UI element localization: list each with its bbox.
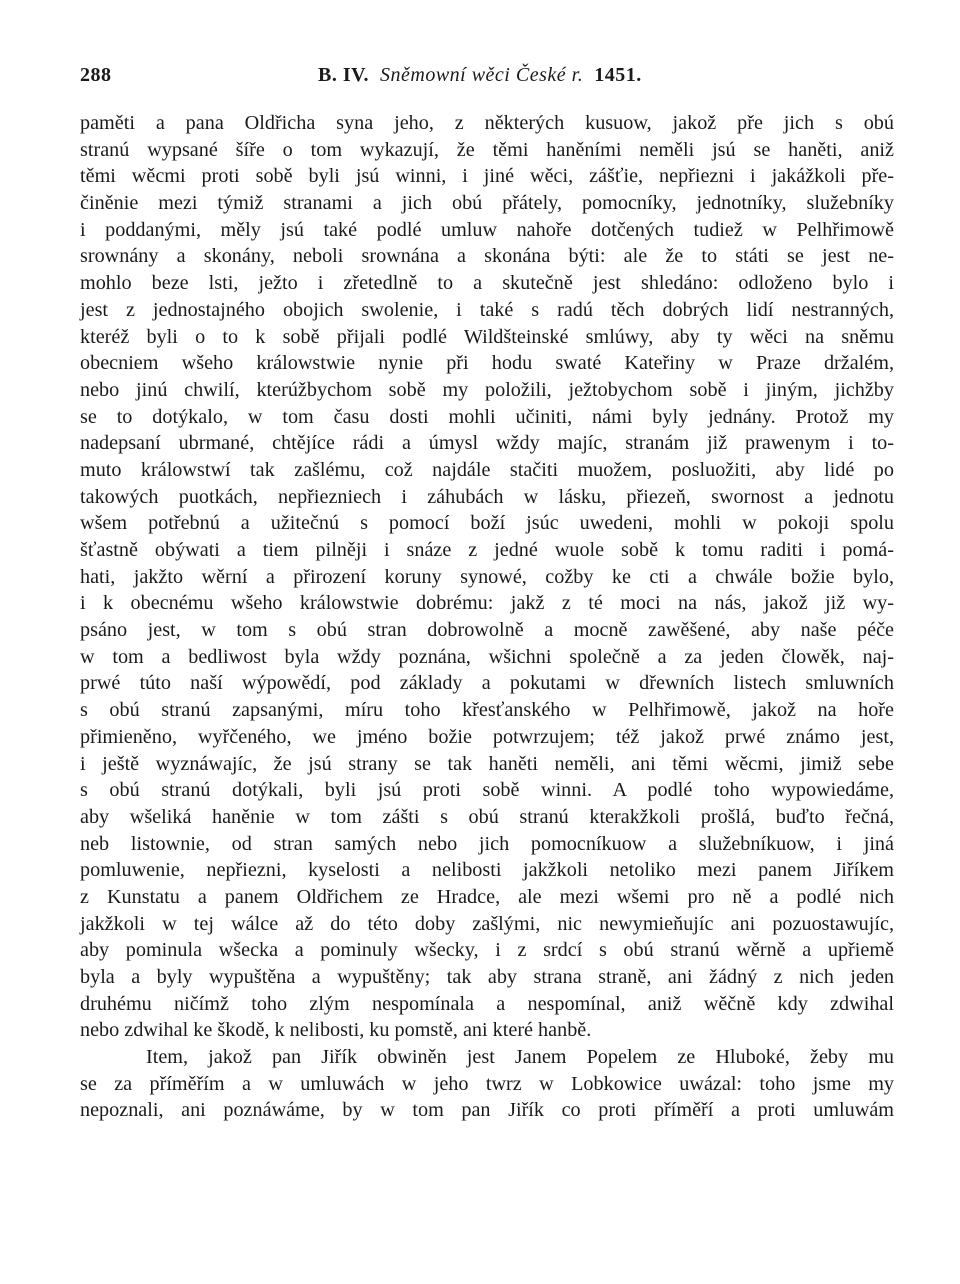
text-line: prwé túto naší wýpowědí, pod základy a pokutami w dřewních listech smluwních [80, 672, 894, 695]
text-line: mohlo beze lsti, ježto i zřetedlně to a skutečně jest shledáno: odloženo bylo i [80, 272, 894, 295]
text-line: s obú stranú dotýkali, byli jsú proti sobě winni. A podlé toho wypowiedáme, [80, 779, 894, 802]
text-line: nebo jinú chwilí, kterúžbychom sobě my položili, ježtobychom sobě i jiným, jichžby [80, 378, 894, 401]
text-line: w tom a bedliwost byla wždy poznána, wšichni společně a za jeden člowěk, naj- [80, 645, 894, 668]
text-line: s obú stranú zapsanými, míru toho křesťanského w Pelhřimowě, jakož na hoře [80, 699, 894, 722]
text-line: stranú wypsané šíře o tom wykazují, že těmi haněními neměli jsú se haněti, aniž [80, 138, 894, 161]
year: 1451. [594, 64, 642, 86]
text-line: wšem potřebnú a užitečnú s pomocí boží jsúc uwedeni, mohli w pokoji spolu [80, 512, 894, 535]
text-line: Item, jakož pan Jiřík obwiněn jest Janem Popelem ze Hluboké, žeby mu [146, 1046, 894, 1069]
text-line: se to dotýkalo, w tom času dosti mohli učiniti, námi byly jednány. Protož my [80, 405, 894, 428]
text-line: i k obecnému wšeho králowstwie dobrému: jakž z té moci na nás, jakož již wy- [80, 592, 894, 615]
text-line: aby wšeliká haněnie w tom zášti s obú stranú kterakžkoli prošlá, buďto řečná, [80, 805, 894, 828]
text-line: nebo zdwihal ke škodě, k nelibosti, ku pomstě, ani které hanbě. [80, 1019, 592, 1042]
text-line: i ještě wyznáwajíc, že jsú strany se tak haněti neměli, ani těmi wěcmi, jimiž sebe [80, 752, 894, 775]
text-line: přimieněno, wyřčeného, we jméno božie potwrzujem; též jakož prwé známo jest, [80, 725, 894, 748]
text-line: těmi wěcmi proti sobě byli jsú winni, i jiné wěci, zášťie, nepřiezni i jakážkoli pře- [80, 165, 894, 188]
text-line: neb listownie, od stran samých nebo jich pomocníkuow a služebníkuow, i jiná [80, 832, 894, 855]
text-line: jest z jednostajného obojich swolenie, i také s radú těch dobrých lidí nestranných, [80, 298, 894, 321]
document-page [80, 64, 894, 1124]
page-number: 288 [80, 64, 112, 86]
text-line: srownány a skonány, neboli srownána a skonána býti: ale že to státi se jest ne- [80, 245, 894, 268]
text-line: druhému ničímž toho zlým nespomínala a nespomínal, aniž wěčně kdy zdwihal [80, 992, 894, 1015]
section-title: Sněmowní wěci České r. [380, 64, 584, 86]
text-line: aby pominula wšecka a pominuly wšecky, i z srdcí s obú stranú wěrně a upřiemě [80, 939, 894, 962]
page-header [80, 64, 894, 94]
text-line: šťastně obýwati a tiem pilněji i snáze z jedné wuole sobě k tomu raditi i pomá- [80, 539, 894, 561]
text-line: byla a byly wypuštěna a wypuštěny; tak aby strana straně, ani žádný z nich jeden [80, 966, 894, 988]
text-line: činěnie mezi týmiž stranami a jich obú přátely, pomocníky, jednotníky, služebníky [80, 192, 894, 215]
running-head [318, 64, 642, 87]
paragraph [80, 110, 894, 1044]
text-line: z Kunstatu a panem Oldřichem ze Hradce, ale mezi wšemi pro ně a podlé nich [80, 885, 894, 908]
text-line: paměti a pana Oldřicha syna jeho, z některých kusuow, jakož pře jich s obú [80, 112, 894, 134]
text-line: obecniem wšeho králowstwie nynie při hodu swaté Kateřiny w Praze držalém, [80, 352, 894, 375]
text-line: nepoznali, ani poznáwáme, by w tom pan Jiřík co proti příměří a proti umluwám [80, 1099, 894, 1122]
text-line: nadepsaní ubrmané, chtějíce rádi a úmysl wždy majíc, stranám již prawenym i to- [80, 432, 894, 455]
text-line: pomluwenie, nepřiezni, kyselosti a nelibosti jakžkoli netoliko mezi panem Jiříkem [80, 859, 894, 882]
text-line: jakžkoli w tej wálce až do této doby zašlými, nic newymieňujíc ani pozuostawujíc, [80, 912, 894, 935]
text-line: psáno jest, w tom s obú stran dobrowolně a mocně zawěšené, aby naše péče [80, 619, 894, 642]
body-text [80, 110, 894, 1124]
paragraph [80, 1044, 894, 1124]
text-line: kteréž byli o to k sobě přijali podlé Wildšteinské smlúwy, aby ty wěci na sněmu [80, 325, 894, 348]
text-line: i poddanými, měly jsú také podlé umluw nahoře dotčených tudiež w Pelhřimowě [80, 218, 894, 241]
part-label: B. IV. [318, 64, 369, 86]
text-line: muto králowstwí tak zašlému, což najdále stačiti muožem, posluožiti, aby lidé po [80, 458, 894, 481]
text-line: se za příměřím a w umluwách w jeho twrz w Lobkowice uwázal: toho jsme my [80, 1072, 894, 1095]
text-line: takowých puotkách, nepřiezniech i záhubách w lásku, přiezeň, swornost a jednotu [80, 485, 894, 508]
text-line: hati, jakžto wěrní a přirození koruny synowé, cožby ke cti a chwále božie bylo, [80, 565, 894, 588]
